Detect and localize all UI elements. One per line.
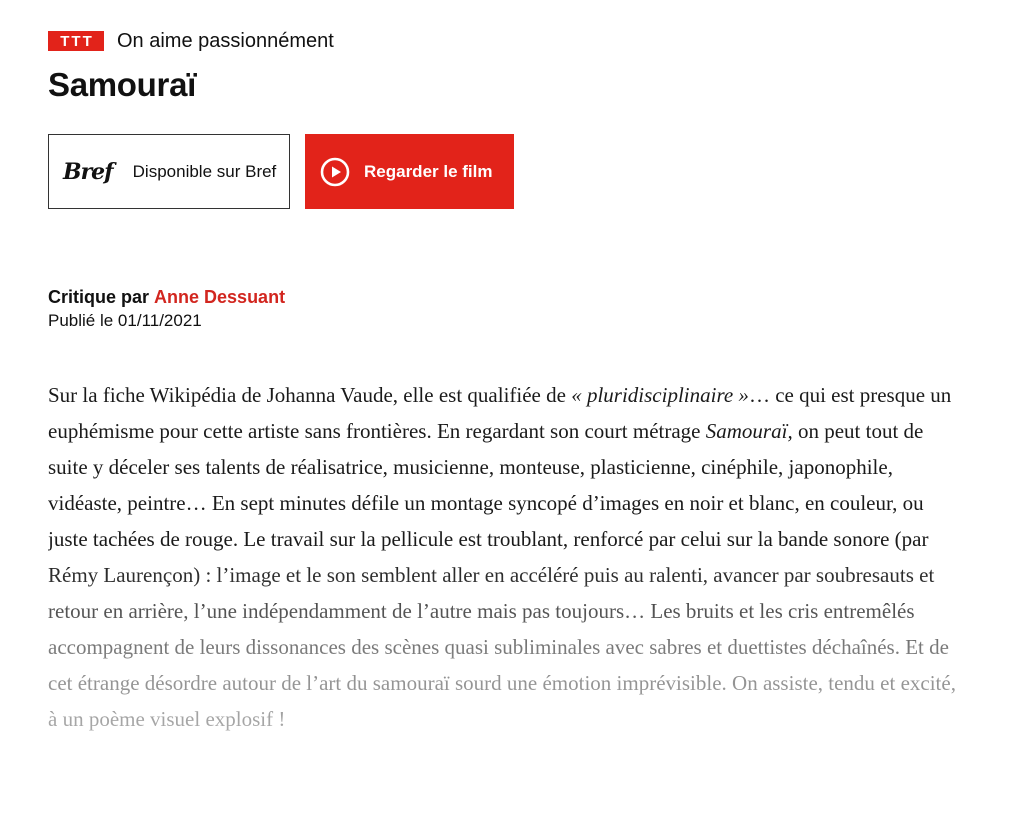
bref-label: Disponible sur Bref xyxy=(132,161,277,181)
bref-logo: Bref xyxy=(63,158,113,185)
review-quote: « pluridisciplinaire » xyxy=(571,383,749,407)
review-text-part-1: Sur la fiche Wikipédia de Johanna Vaude, elle est qualifiée de xyxy=(48,383,572,407)
bref-availability-button[interactable] xyxy=(48,134,290,209)
play-circle-icon xyxy=(320,157,350,187)
rating-badge: TTT xyxy=(48,31,104,51)
byline xyxy=(48,286,285,332)
action-buttons xyxy=(48,134,514,209)
review-text-part-2: … ce qui est presque un euphémisme pour cette artiste sans frontières. En regardant son court métrage xyxy=(48,383,952,443)
watch-film-label: Regarder le film xyxy=(364,161,493,181)
rating-label: On aime passionnément xyxy=(117,29,334,52)
publish-date: Publié le 01/11/2021 xyxy=(48,311,202,330)
author-link[interactable]: Anne Dessuant xyxy=(154,287,286,307)
byline-prefix: Critique par xyxy=(48,287,150,307)
review-body xyxy=(48,377,960,737)
page-title: Samouraï xyxy=(48,66,196,103)
rating-row xyxy=(48,28,334,54)
review-film-title: Samouraï, xyxy=(705,419,793,443)
watch-film-button[interactable] xyxy=(305,134,514,209)
review-text-part-3: on peut tout de suite y déceler ses talents de réalisatrice, musicienne, monteuse, plasticienne, cinéphile, japonophile, vidéaste, peintre… En sept minutes défile un montage syncopé d’images en noir et blanc, en couleur, ou juste tachées de rouge. Le travail sur la pellicule est troublant, renforcé par celui sur la bande sonore (par Rémy Laurençon) : l’image et le son semblent aller en accéléré puis au ralenti, avancer par soubresauts et retour en arrière, l’une indépendamment de l’autre mais pas toujours… Les bruits et les cris entremêlés accompagnent de leurs dissonances des scènes quasi subliminales avec sabres et duettistes déchaînés. Et de cet étrange désordre autour de l’art du samouraï sourd une émotion imprévisible. On assiste, tendu et excité, à un poème visuel explosif ! xyxy=(48,419,956,731)
